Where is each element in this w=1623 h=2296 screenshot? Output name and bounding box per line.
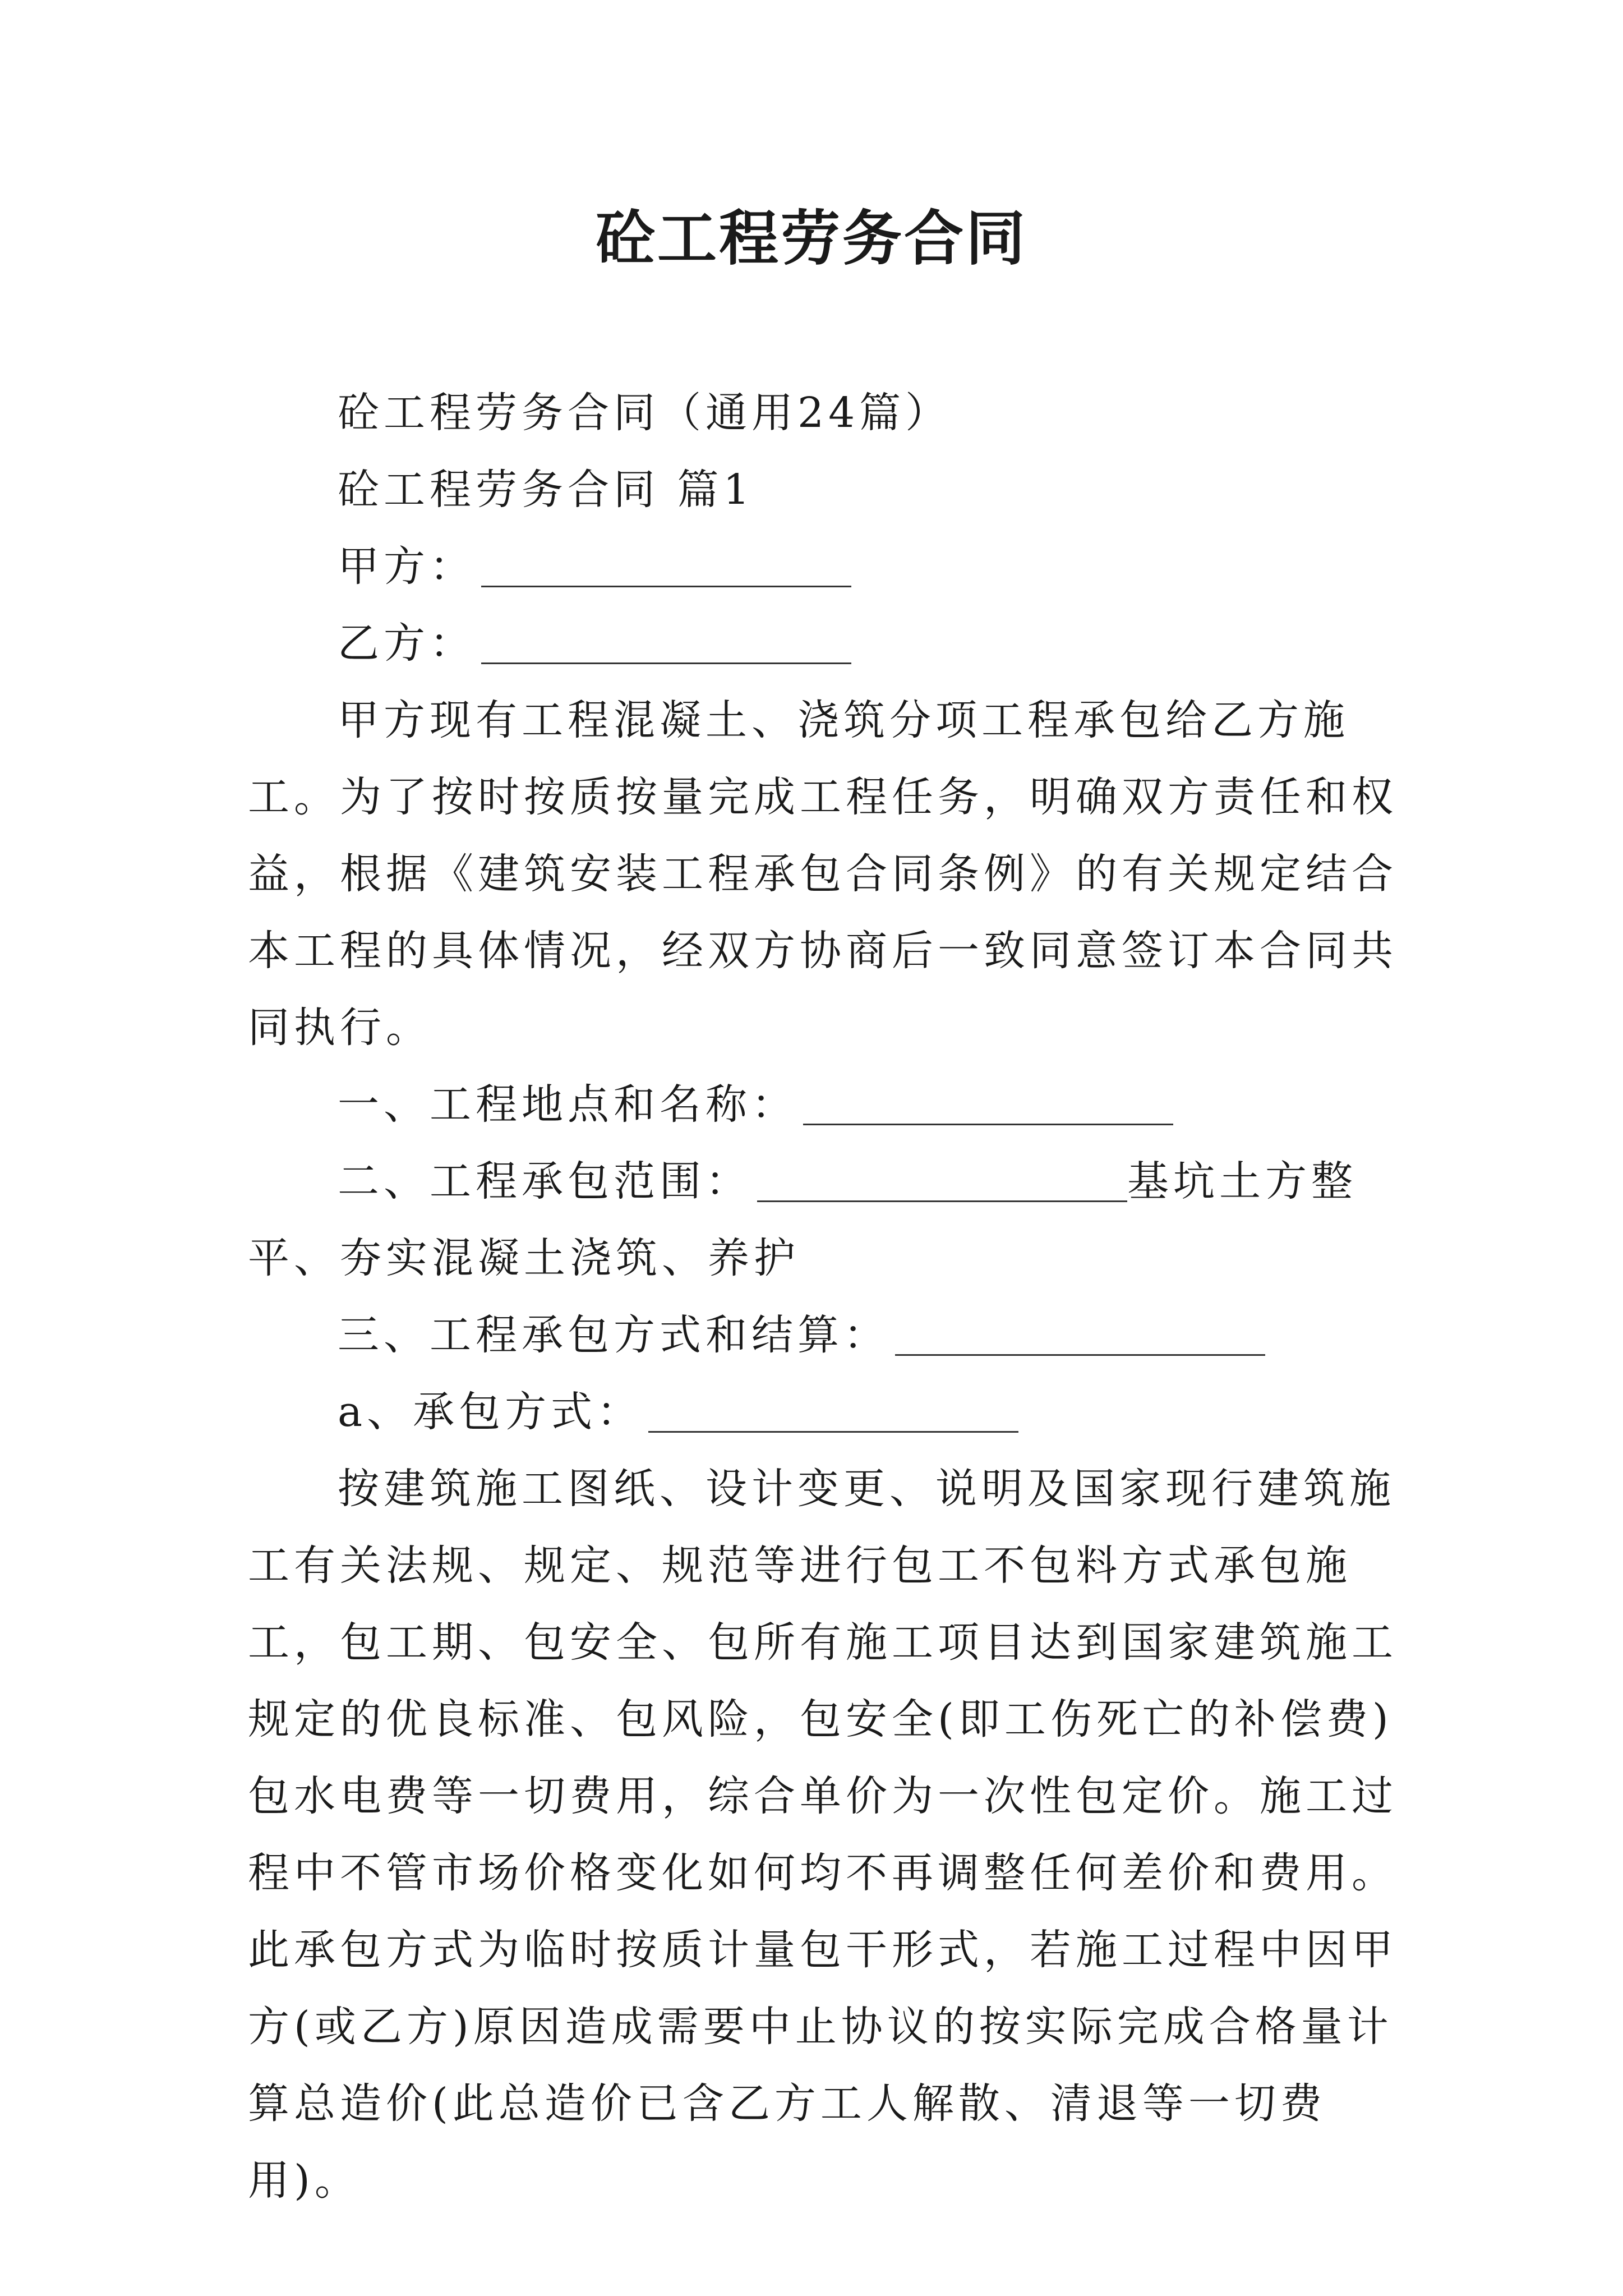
subtitle: 砼工程劳务合同（通用24篇） [338,389,952,437]
item3-label: 三、工程承包方式和结算： [338,1311,889,1359]
party-a-label: 甲方： [338,542,476,591]
item2-line [248,1143,1403,1297]
item1-blank [803,1084,1173,1125]
party-b-label: 乙方： [338,619,476,668]
item-a-blank [648,1392,1018,1433]
item1-label: 一、工程地点和名称： [338,1080,797,1129]
item3-line [248,1297,1403,1374]
item-a-label: a、承包方式： [338,1388,643,1436]
intro-paragraph: 甲方现有工程混凝土、浇筑分项工程承包给乙方施工。为了按时按质按量完成工程任务，明确双方责任和权益，根据《建筑安装工程承包合同条例》的有关规定结合本工程的具体情况，经双方协商后一致同意签订本合同共同执行。 [248,696,1398,1052]
item-a-line [248,1374,1403,1451]
party-a-blank [481,546,851,587]
item2-text: 基坑土方整平、夯实混凝土浇筑、养护 [248,1157,1357,1282]
item1-line [248,1066,1403,1143]
item2-blank [757,1161,1127,1202]
document-title: 砼工程劳务合同 [596,203,1027,273]
section-title: 砼工程劳务合同 篇1 [338,466,754,514]
item2-label: 二、工程承包范围： [338,1157,751,1205]
party-b-blank [481,623,851,664]
party-b-line [248,605,1403,682]
party-a-line [248,528,1403,605]
item3-blank [895,1315,1265,1356]
document-body [248,375,1403,2219]
method-paragraph: 按建筑施工图纸、设计变更、说明及国家现行建筑施工有关法规、规定、规范等进行包工不包料方式承包施工，包工期、包安全、包所有施工项目达到国家建筑施工规定的优良标准、包风险，包安全(即工伤死亡的补偿费)包水电费等一切费用，综合单价为一次性包定价。施工过程中不管市场价格变化如何均不再调整任何差价和费用。此承包方式为临时按质计量包干形式，若施工过程中因甲方(或乙方)原因造成需要中止协议的按实际完成合格量计算总造价(此总造价已含乙方工人解散、清退等一切费用)。 [248,1465,1398,2205]
